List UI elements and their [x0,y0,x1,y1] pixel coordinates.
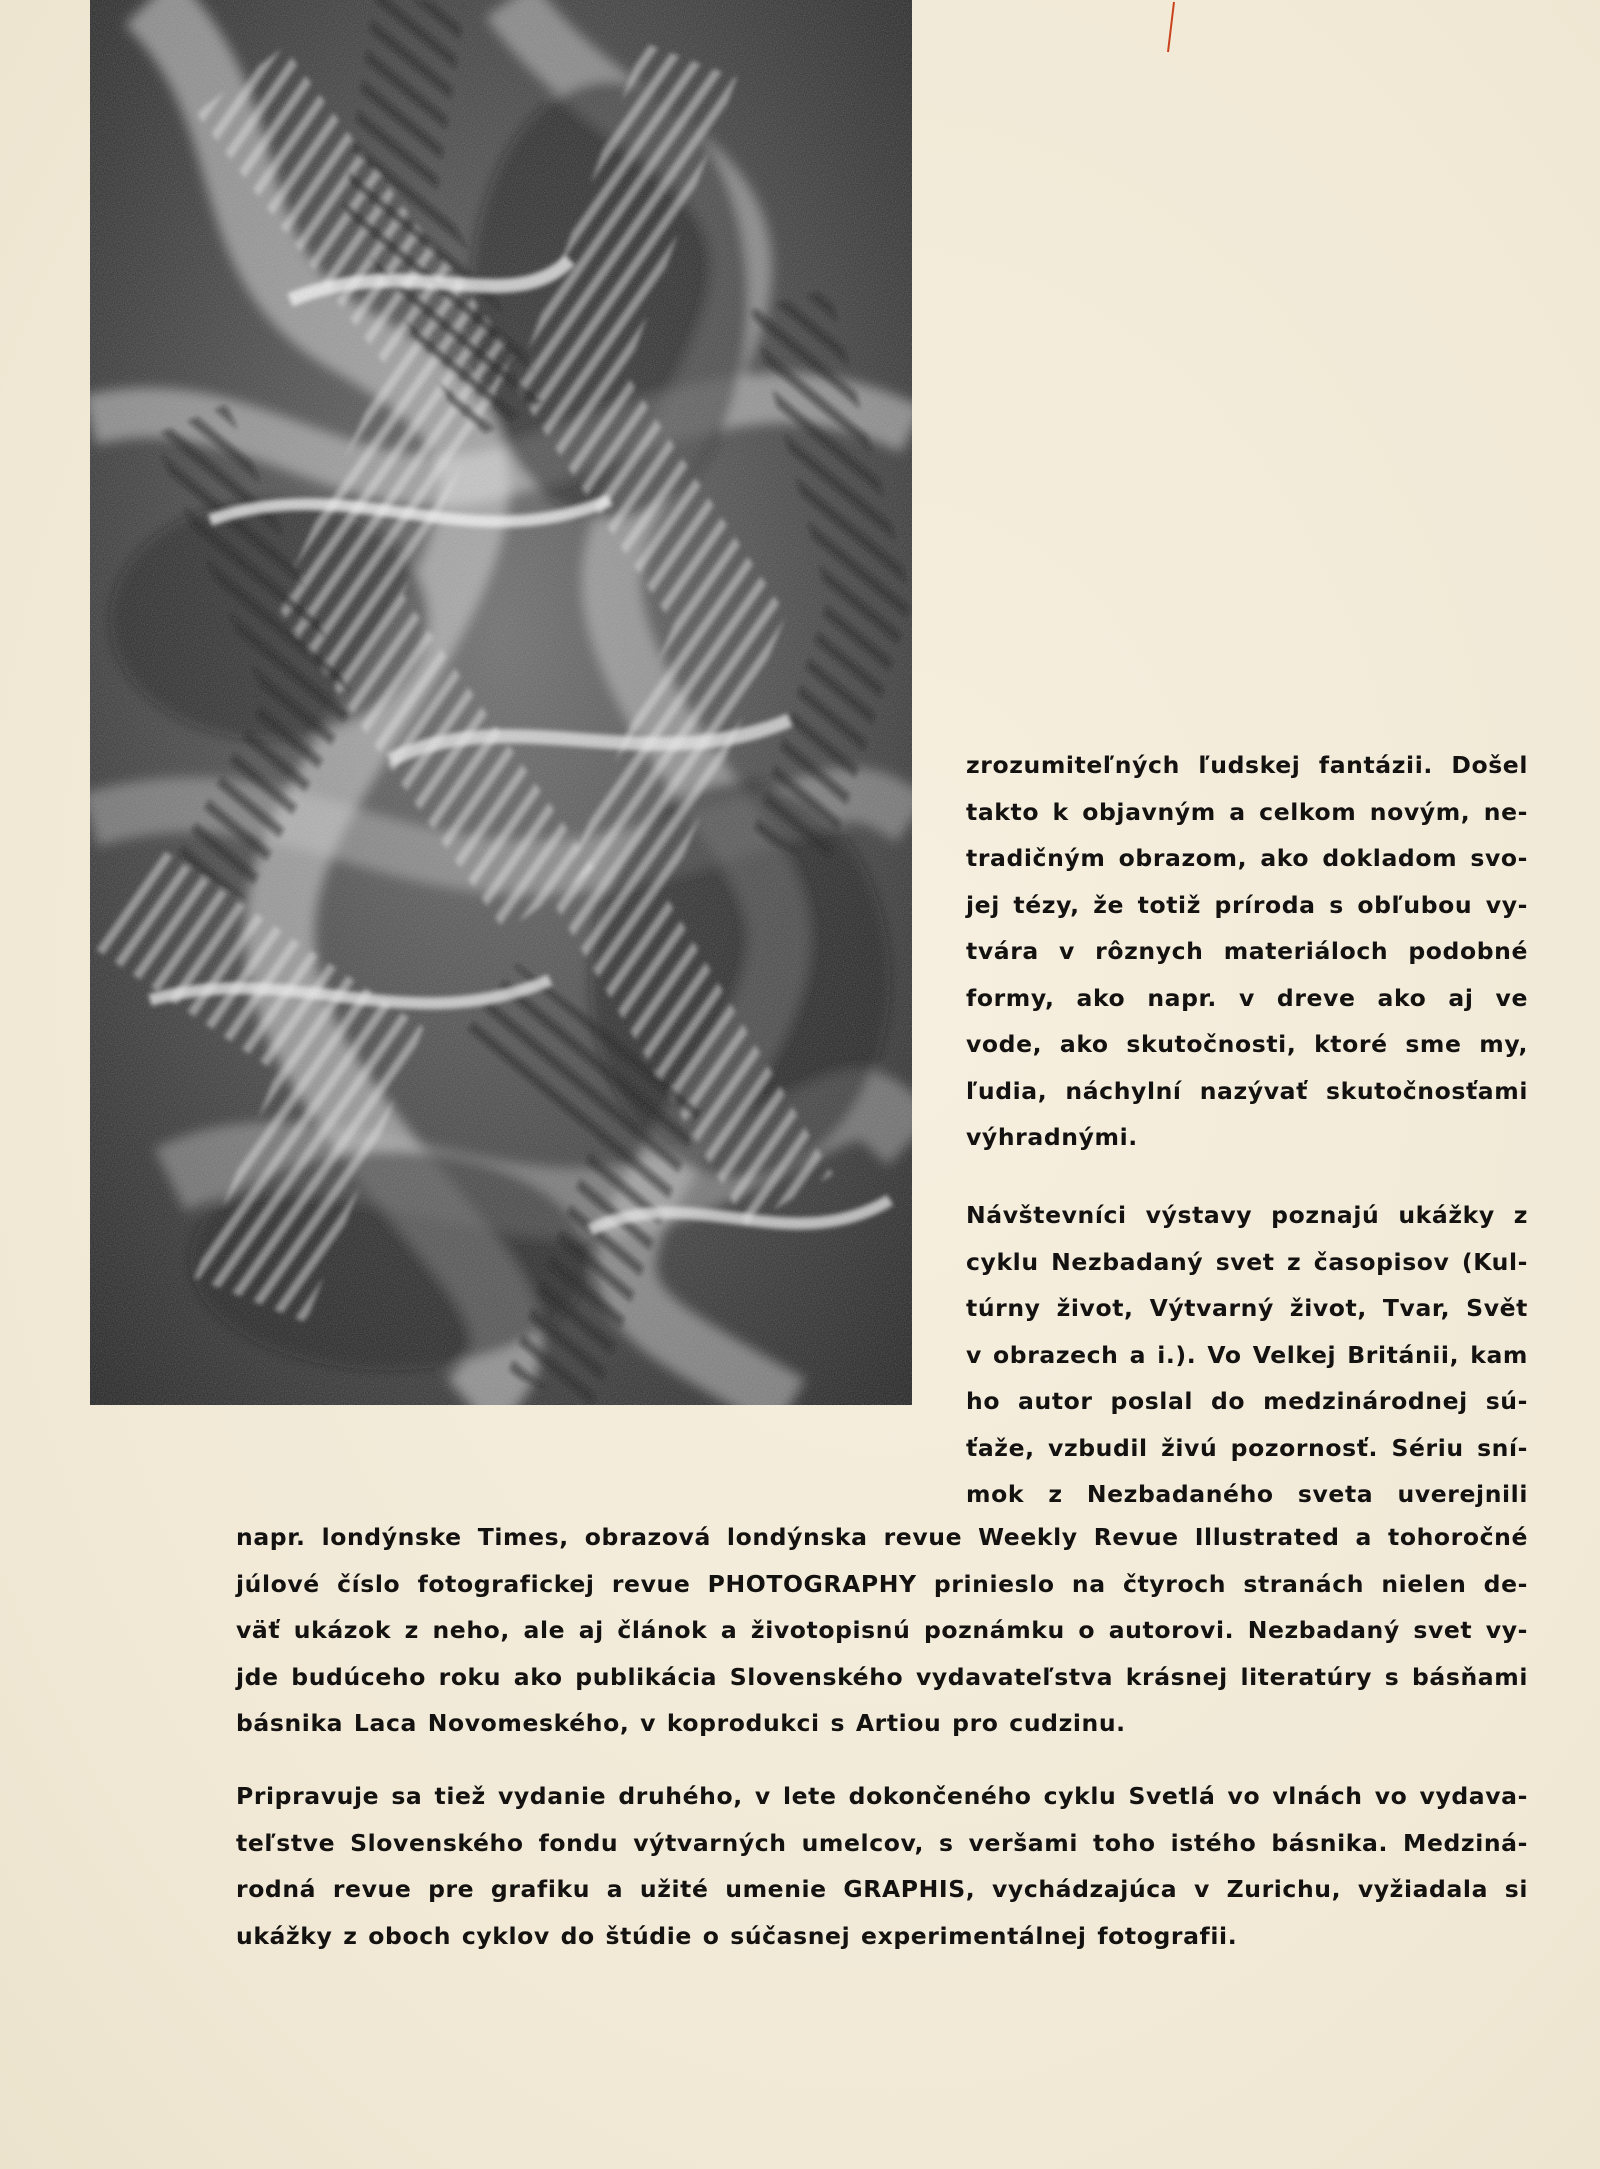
text-line: takto k objavným a celkom novým, ne- [966,797,1528,826]
text-line: básnika Laca Novomeského, v koprodukci s Artiou pro cudzinu. [236,1709,1126,1737]
abstract-photograph [90,0,912,1405]
text-line: väť ukázok z neho, ale aj článok a životopisnú poznámku o autorovi. Nezbadaný svet vy- [236,1616,1528,1644]
paragraph-right-1 [966,742,1528,1161]
text-line: rodná revue pre grafiku a užité umenie GRAPHIS, vychádzajúca v Zurichu, vyžiadala si [236,1875,1528,1903]
text-line: cyklu Nezbadaný svet z časopisov (Kul- [966,1247,1528,1276]
text-line: v obrazech a i.). Vo Velkej Británii, kam [966,1340,1528,1369]
text-line: vode, ako skutočnosti, ktoré sme my, [966,1030,1528,1058]
text-line: teľstve Slovenského fondu výtvarných umelcov, s veršami toho istého básnika. Medziná- [236,1828,1528,1857]
text-line: ťaže, vzbudil živú pozornosť. Sériu sní- [966,1433,1528,1462]
text-line: tvára v rôznych materiáloch podobné [966,937,1528,965]
text-line: mok z Nezbadaného sveta uverejnili [966,1480,1528,1508]
paragraph-right-2 [966,1192,1528,1518]
text-line: výhradnými. [966,1123,1138,1151]
text-line: zrozumiteľných ľudskej fantázii. Došel [966,751,1528,779]
pen-stroke-mark [1160,0,1180,60]
text-line: ho autor poslal do medzinárodnej sú- [966,1387,1528,1415]
paragraph-full-2 [236,1773,1528,1959]
text-line: júlové číslo fotografickej revue PHOTOGRAPHY prinieslo na čtyroch stranách nielen de- [236,1569,1528,1598]
text-line: Návštevníci výstavy poznajú ukážky z [966,1201,1528,1229]
text-line: jde budúceho roku ako publikácia Slovenského vydavateľstva krásnej literatúry s básňami [236,1662,1528,1691]
text-line: ľudia, náchylní nazývať skutočnosťami [966,1076,1528,1105]
paragraph-full-1 [236,1514,1528,1747]
text-line: formy, ako napr. v dreve ako aj ve [966,983,1528,1012]
text-line: Pripravuje sa tiež vydanie druhého, v lete dokončeného cyklu Svetlá vo vlnách vo vydava- [236,1782,1528,1810]
text-line: napr. londýnske Times, obrazová londýnska revue Weekly Revue Illustrated a tohoročné [236,1523,1528,1551]
text-line: ukážky z oboch cyklov do štúdie o súčasnej experimentálnej fotografii. [236,1921,1238,1950]
text-line: jej tézy, že totiž príroda s obľubou vy- [966,890,1528,919]
text-line: tradičným obrazom, ako dokladom svo- [966,844,1528,872]
text-line: túrny život, Výtvarný život, Tvar, Svět [966,1294,1528,1322]
